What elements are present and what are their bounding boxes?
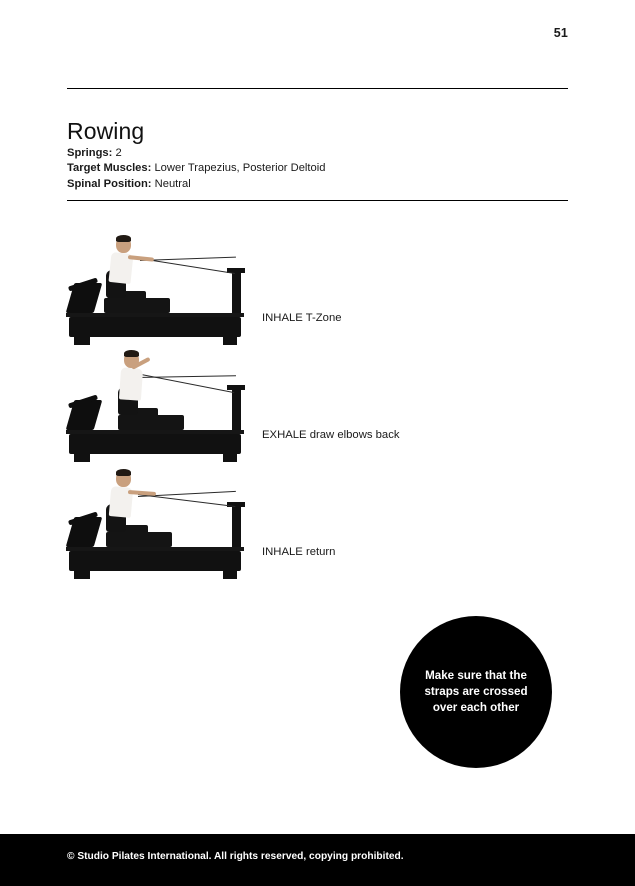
target-muscles-value: Lower Trapezius, Posterior Deltoid — [151, 162, 326, 175]
page-number: 51 — [553, 26, 568, 40]
exercise-steps — [0, 228, 635, 579]
figure-hair-icon — [124, 350, 139, 357]
metadata-spinal-position — [67, 177, 325, 192]
reformer-rail-icon — [66, 430, 244, 434]
reformer-foot-right-icon — [223, 452, 237, 462]
reformer-tower-icon — [232, 503, 241, 547]
figure-hair-icon — [116, 469, 131, 476]
step-caption: INHALE T-Zone — [262, 312, 342, 324]
header-divider — [67, 88, 568, 89]
metadata-target-muscles — [67, 161, 325, 176]
strap-lower-icon — [140, 256, 236, 261]
step-caption: EXHALE draw elbows back — [262, 429, 400, 441]
page-footer — [0, 834, 635, 886]
reformer-base-icon — [69, 434, 241, 454]
spinal-position-label: Spinal Position: — [67, 177, 152, 190]
exercise-photo-1 — [62, 228, 247, 345]
reformer-foot-left-icon — [74, 452, 90, 462]
exercise-step — [0, 345, 635, 462]
reformer-base-icon — [69, 317, 241, 337]
reformer-rail-icon — [66, 313, 244, 317]
exercise-metadata — [67, 146, 325, 192]
reformer-rail-icon — [66, 547, 244, 551]
springs-value: 2 — [112, 147, 122, 159]
exercise-photo-2 — [62, 345, 247, 462]
target-muscles-label: Target Muscles: — [67, 162, 152, 175]
reformer-tower-icon — [232, 269, 241, 313]
page-title: Rowing — [67, 118, 145, 145]
spinal-position-value: Neutral — [151, 177, 191, 190]
reformer-base-icon — [69, 551, 241, 571]
reformer-foot-right-icon — [223, 335, 237, 345]
metadata-springs — [67, 146, 325, 161]
exercise-photo-3 — [62, 462, 247, 579]
reformer-foot-left-icon — [74, 335, 90, 345]
tip-bubble — [400, 616, 552, 768]
copyright-text: © Studio Pilates International. All rights reserved, copying prohibited. — [67, 851, 404, 862]
figure-shirt-icon — [119, 367, 143, 400]
springs-label: Springs: — [67, 147, 113, 159]
tip-text: Make sure that the straps are crossed over each other — [424, 669, 528, 714]
metadata-divider — [67, 200, 568, 201]
figure-hair-icon — [116, 235, 131, 242]
exercise-step — [0, 462, 635, 579]
reformer-tower-top-icon — [227, 385, 245, 390]
reformer-foot-right-icon — [223, 569, 237, 579]
reformer-foot-left-icon — [74, 569, 90, 579]
step-caption: INHALE return — [262, 546, 336, 558]
exercise-step — [0, 228, 635, 345]
